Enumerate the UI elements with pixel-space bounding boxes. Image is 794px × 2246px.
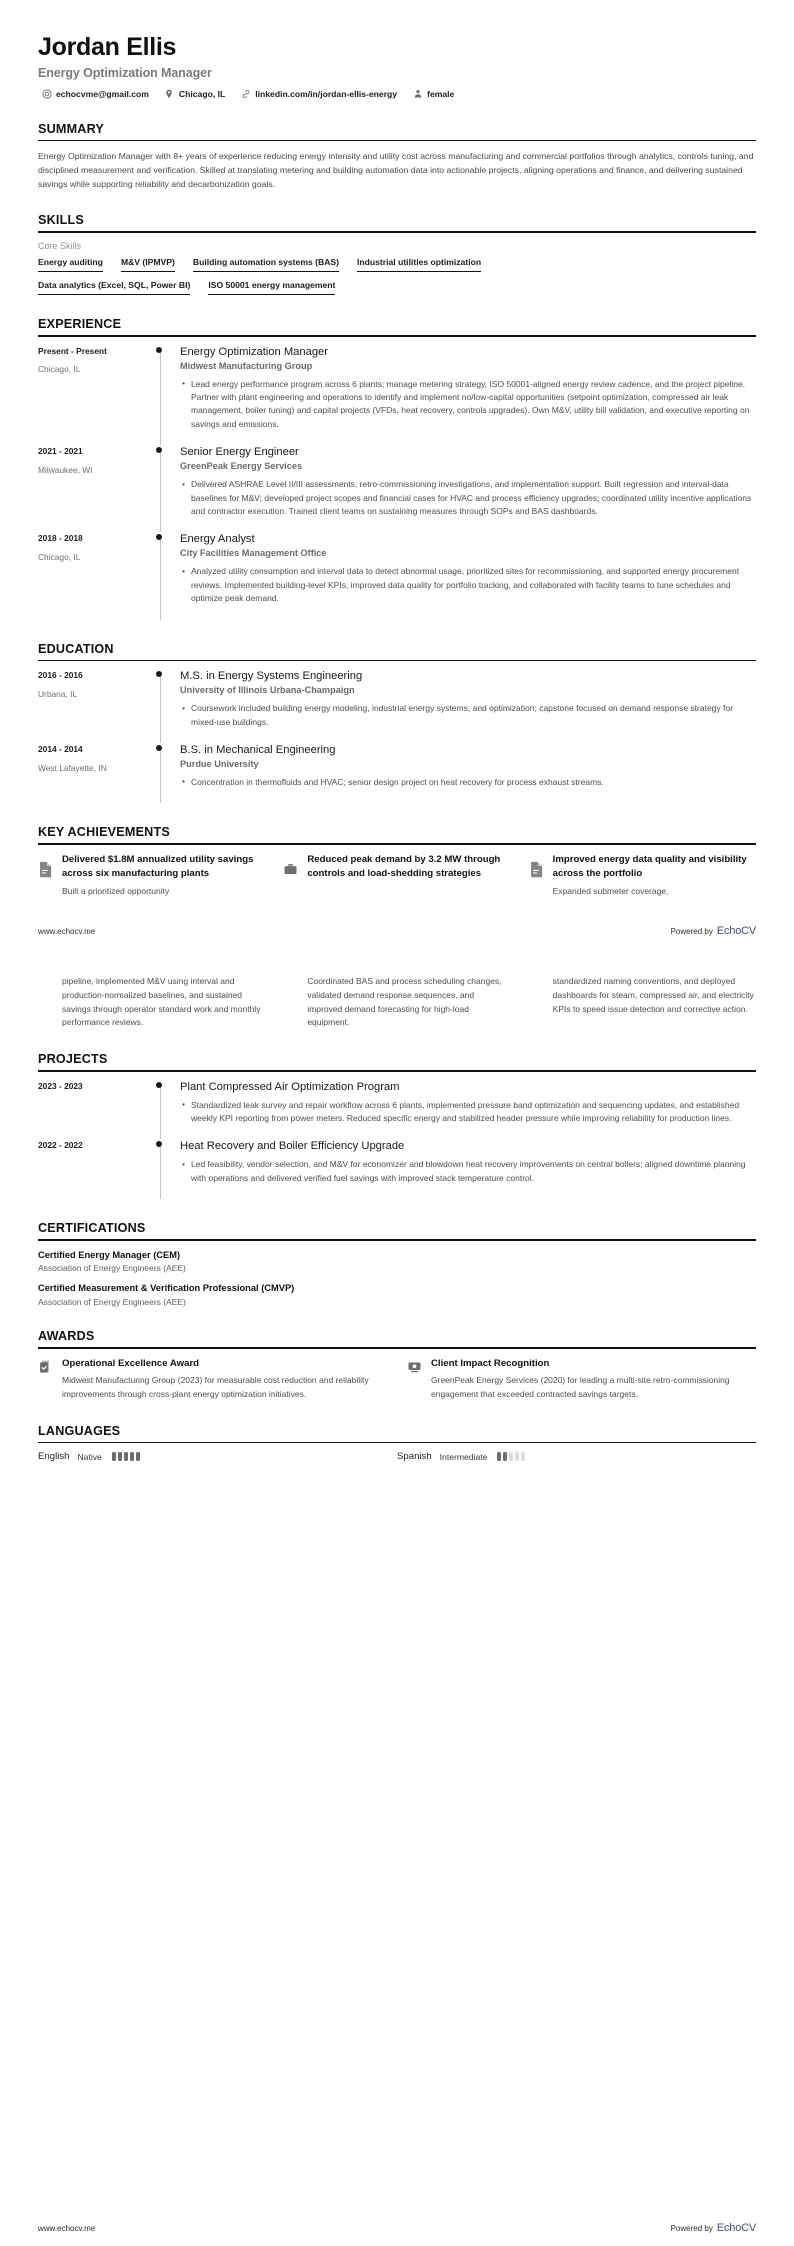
- entry-location: West Lafayette, IN: [38, 762, 107, 773]
- entry-meta: [38, 743, 156, 775]
- achievement-title: Reduced peak demand by 3.2 MW through controls and load-shedding strategies: [307, 854, 501, 879]
- entry-content: [178, 532, 756, 619]
- entry-bullets: [180, 378, 756, 432]
- section-divider: [38, 140, 756, 142]
- document-file-icon: [529, 861, 544, 878]
- section-summary: [38, 122, 756, 192]
- award-content: [431, 1357, 756, 1402]
- language-proficiency-bars: [497, 1452, 525, 1461]
- achievement-content: [62, 975, 265, 1030]
- certification-item: [38, 1249, 756, 1274]
- timeline-line: [160, 449, 161, 532]
- link-icon: [240, 89, 251, 100]
- timeline-dot: [156, 671, 162, 677]
- skill-chip: ISO 50001 energy management: [208, 280, 335, 295]
- footer-powered-by: [671, 925, 756, 937]
- entry-bullets: [180, 776, 756, 789]
- achievement-item-continued: [38, 975, 265, 1030]
- achievement-content: [307, 853, 510, 885]
- experience-entry: [38, 445, 756, 532]
- section-divider: [38, 843, 756, 845]
- entry-bullets: [180, 478, 756, 518]
- entry-title: Plant Compressed Air Optimization Program: [180, 1080, 400, 1093]
- skill-row: [38, 257, 756, 272]
- section-certifications: [38, 1221, 756, 1307]
- entry-meta: [38, 669, 156, 701]
- summary-text: Energy Optimization Manager with 8+ years of experience reducing energy intensity and utility cost across manufacturing and commercial portfolios through analytics, controls tuning, and disciplined measurement and verification. Skilled at translating metering and building automation data into actionable projects, aligning operations and finance, and delivering sustained savings while supporting reliability and decarbonization goals.: [38, 151, 754, 190]
- entry-meta: [38, 345, 156, 377]
- achievement-item-continued: [529, 975, 756, 1030]
- achievement-item: [283, 853, 510, 899]
- awards-grid: [38, 1357, 756, 1402]
- bullet-item: • Lead energy performance program across 6 plants; manage metering strategy, ISO 50001-aligned energy review cadence, and the project pipeline. Partner with plant engineering and operations to identify and implement no/low-capital opportunities (setpoint optimization, compressed air leak management, boiler tuning) and capital projects (VFDs, heat recovery, controls upgrades). Own M&V, utility bill validation, and executive reporting on savings and emissions.: [180, 378, 756, 432]
- achievement-desc-part1: Expanded submeter coverage,: [552, 886, 669, 897]
- entry-content: [178, 345, 756, 446]
- contact-gender-text: female: [427, 89, 455, 99]
- bullet-item: • Delivered ASHRAE Level II/III assessments, retro-commissioning investigations, and implementation support. Built regression and interval-data baselines for M&V; developed project scopes and financial cases for HVAC and process efficiency upgrades; coordinated utility incentive applications and contractor execution. Trained client teams on sustaining measures through SOPs and BAS dashboards.: [180, 478, 756, 518]
- entry-meta: [38, 1139, 156, 1152]
- resume-header: [38, 0, 756, 100]
- entry-bullets: [180, 702, 756, 729]
- entry-location: Urbana, IL: [38, 689, 78, 699]
- entry-title: Energy Optimization Manager: [180, 345, 328, 358]
- proficiency-bar: [118, 1452, 122, 1461]
- entry-meta: [38, 532, 156, 564]
- project-entry: [38, 1139, 756, 1199]
- timeline-dot: [156, 347, 162, 353]
- language-item: [38, 1451, 397, 1462]
- languages-list: [38, 1451, 756, 1462]
- award-item: [407, 1357, 756, 1402]
- entry-organization: University of Illinois Urbana-Champaign: [180, 685, 355, 696]
- skill-chip: Data analytics (Excel, SQL, Power BI): [38, 280, 190, 295]
- bullet-item: • Analyzed utility consumption and interval data to detect abnormal usage, prioritized sites for recommissioning, and supported energy procurement reviews. Implemented building-level KPIs, improved data quality for portfolio tracking, and collaborated with facility teams to tune schedules and optimize peak demand.: [180, 565, 756, 605]
- contact-gender: [412, 89, 454, 100]
- timeline-rail: [156, 532, 178, 619]
- language-name: Spanish: [397, 1451, 432, 1463]
- awards-heading: AWARDS: [38, 1329, 95, 1344]
- timeline-rail: [156, 669, 178, 743]
- skill-row: [38, 280, 756, 295]
- proficiency-bar: [136, 1452, 140, 1461]
- entry-bullets: [180, 1099, 756, 1126]
- entry-organization: Purdue University: [180, 759, 259, 770]
- section-experience: [38, 317, 756, 620]
- achievements-heading: KEY ACHIEVEMENTS: [38, 825, 170, 840]
- entry-date: 2021 - 2021: [38, 446, 83, 457]
- section-divider: [38, 1239, 756, 1241]
- section-awards: [38, 1329, 756, 1402]
- footer-powered-label: Powered by: [670, 2224, 713, 2233]
- skill-chip: Energy auditing: [38, 257, 103, 272]
- entry-title: Energy Analyst: [180, 533, 255, 546]
- resume-page: [0, 0, 794, 899]
- section-languages: [38, 1424, 756, 1463]
- skills-list: [38, 257, 756, 295]
- contact-linkedin[interactable]: [240, 89, 397, 100]
- entry-content: [178, 445, 756, 532]
- entry-date: 2016 - 2016: [38, 670, 83, 681]
- skill-chip: M&V (IPMVP): [121, 257, 175, 272]
- footer-website[interactable]: www.echocv.me: [38, 2224, 96, 2233]
- award-content: [62, 1357, 387, 1402]
- achievement-content: [62, 853, 265, 899]
- skills-category-label: Core Skills: [38, 240, 82, 251]
- document-file-icon: [38, 861, 53, 878]
- entry-organization: GreenPeak Energy Services: [180, 461, 303, 472]
- language-name: English: [38, 1451, 70, 1463]
- contact-location[interactable]: [164, 89, 225, 100]
- experience-entry: [38, 532, 756, 619]
- timeline-rail: [156, 1139, 178, 1199]
- language-item: [397, 1451, 756, 1462]
- contact-email[interactable]: [41, 89, 149, 100]
- section-projects: [38, 1052, 756, 1199]
- bullet-item: • Concentration in thermofluids and HVAC; senior design project on heat recovery for process exhaust streams.: [180, 776, 756, 789]
- entry-meta: [38, 1080, 156, 1093]
- contact-email-text: echocvme@gmail.com: [56, 89, 149, 99]
- entry-content: [178, 1139, 756, 1199]
- proficiency-bar: [509, 1452, 513, 1461]
- timeline-line: [160, 1084, 161, 1140]
- briefcase-icon: [283, 861, 298, 878]
- timeline-dot: [156, 1082, 162, 1088]
- section-divider: [38, 1347, 756, 1349]
- entry-date: 2023 - 2023: [38, 1080, 83, 1091]
- section-divider: [38, 231, 756, 233]
- experience-heading: EXPERIENCE: [38, 316, 122, 331]
- award-badge-icon: [38, 1359, 53, 1376]
- proficiency-bar: [124, 1452, 128, 1461]
- timeline-rail: [156, 345, 178, 446]
- section-education: [38, 642, 756, 804]
- projects-heading: PROJECTS: [38, 1052, 108, 1067]
- proficiency-bar: [521, 1452, 525, 1461]
- language-proficiency-bars: [112, 1452, 140, 1461]
- proficiency-bar: [503, 1452, 507, 1461]
- section-key-achievements: [38, 825, 756, 899]
- timeline-line: [160, 536, 161, 619]
- achievements-continued-grid: [38, 975, 756, 1030]
- entry-date: 2018 - 2018: [38, 533, 83, 544]
- entry-title: M.S. in Energy Systems Engineering: [180, 670, 363, 683]
- achievement-content: [307, 975, 510, 1030]
- footer-powered-label: Powered by: [670, 926, 713, 936]
- timeline-line: [160, 747, 161, 803]
- page-footer: [0, 925, 794, 937]
- entry-title: B.S. in Mechanical Engineering: [180, 744, 336, 757]
- timeline-dot: [156, 745, 162, 751]
- timeline-line: [160, 349, 161, 446]
- summary-heading: SUMMARY: [38, 121, 104, 136]
- entry-location: Chicago, IL: [38, 552, 81, 563]
- candidate-name: Jordan Ellis: [38, 33, 177, 61]
- entry-bullets: [180, 1158, 756, 1185]
- languages-heading: LANGUAGES: [38, 1423, 121, 1438]
- entry-title: Heat Recovery and Boiler Efficiency Upgrade: [180, 1140, 405, 1153]
- education-heading: EDUCATION: [38, 641, 114, 656]
- entry-location: Milwaukee, WI: [38, 464, 93, 475]
- achievement-item: [38, 853, 265, 899]
- achievements-grid: [38, 853, 756, 899]
- timeline-dot: [156, 534, 162, 540]
- timeline-rail: [156, 743, 178, 803]
- achievement-content: [553, 975, 756, 1016]
- skill-chip: Industrial utilities optimization: [357, 257, 481, 272]
- entry-title: Senior Energy Engineer: [180, 446, 299, 459]
- achievement-desc-part2: standardized naming conventions, and deployed dashboards for steam, compressed air, and electricity KPIs to speed issue detection and corrective action.: [552, 975, 754, 1014]
- certifications-heading: CERTIFICATIONS: [38, 1221, 146, 1236]
- monitor-award-icon: [407, 1359, 422, 1376]
- bullet-item: • Led feasibility, vendor selection, and M&V for economizer and blowdown heat recovery improvements on central boilers; aligned downtime planning with operations and delivered verified fuel savings with improved stack temperature control.: [180, 1158, 756, 1185]
- entry-meta: [38, 445, 156, 477]
- location-pin-icon: [164, 89, 175, 100]
- language-level: Native: [77, 1451, 102, 1462]
- section-divider: [38, 335, 756, 337]
- footer-powered-by: [671, 2222, 756, 2234]
- award-item: [38, 1357, 387, 1402]
- email-icon: [41, 89, 52, 100]
- entry-date: 2014 - 2014: [38, 744, 83, 755]
- achievement-item-continued: [283, 975, 510, 1030]
- bullet-item: • Standardized leak survey and repair workflow across 6 plants, implemented pressure band optimization and sequencing updates, and established weekly KPI reporting from power meters. Reduced specific energy and stabilized header pressure while improving reliability for production lines.: [180, 1099, 756, 1126]
- award-description: Midwest Manufacturing Group (2023) for measurable cost reduction and reliability improvements through cross-plant energy optimization initiatives.: [62, 1375, 369, 1399]
- proficiency-bar: [130, 1452, 134, 1461]
- project-entry: [38, 1080, 756, 1140]
- certification-issuer: Association of Energy Engineers (AEE): [38, 1263, 186, 1274]
- timeline-dot: [156, 447, 162, 453]
- award-description: GreenPeak Energy Services (2020) for leading a multi-site retro-commissioning engagement that exceeded contracted savings targets.: [431, 1375, 730, 1399]
- contact-linkedin-text: linkedin.com/in/jordan-ellis-energy: [255, 89, 398, 99]
- certification-name: Certified Energy Manager (CEM): [38, 1249, 181, 1260]
- achievement-desc-part2: pipeline, implemented M&V using interval and production-normalized baselines, and sustained savings through operator standard work and monthly performance reviews.: [62, 975, 261, 1028]
- achievement-content: [553, 853, 756, 899]
- entry-date: 2022 - 2022: [38, 1140, 83, 1151]
- proficiency-bar: [497, 1452, 501, 1461]
- timeline-dot: [156, 1141, 162, 1147]
- certification-name: Certified Measurement & Verification Professional (CMVP): [38, 1283, 295, 1294]
- achievement-desc-part2: Coordinated BAS and process scheduling changes, validated demand response sequences, and improved demand forecasting for high-load equipment.: [307, 975, 502, 1028]
- timeline-rail: [156, 1080, 178, 1140]
- award-title: Client Impact Recognition: [431, 1357, 550, 1369]
- achievement-title: Improved energy data quality and visibility across the portfolio: [552, 854, 747, 879]
- entry-content: [178, 1080, 756, 1140]
- footer-brand: EchoCV: [716, 2222, 756, 2234]
- contact-list: [38, 89, 756, 100]
- section-divider: [38, 660, 756, 662]
- footer-brand: EchoCV: [716, 924, 756, 937]
- award-title: Operational Excellence Award: [62, 1357, 200, 1369]
- candidate-role: Energy Optimization Manager: [38, 65, 212, 80]
- certification-issuer: Association of Energy Engineers (AEE): [38, 1297, 186, 1308]
- section-skills: [38, 213, 756, 295]
- proficiency-bar: [112, 1452, 116, 1461]
- section-divider: [38, 1070, 756, 1072]
- resume-page-2: [0, 975, 794, 1462]
- achievement-title: Delivered $1.8M annualized utility savings across six manufacturing plants: [62, 854, 254, 879]
- timeline-line: [160, 1143, 161, 1199]
- skills-heading: SKILLS: [38, 213, 84, 228]
- page-footer-bottom: [0, 2222, 794, 2234]
- experience-entry: [38, 345, 756, 446]
- achievement-desc-part1: Built a prioritized opportunity: [62, 886, 170, 897]
- timeline-line: [160, 673, 161, 743]
- entry-content: [178, 669, 756, 743]
- entry-organization: Midwest Manufacturing Group: [180, 360, 313, 371]
- entry-bullets: [180, 565, 756, 605]
- proficiency-bar: [515, 1452, 519, 1461]
- timeline-rail: [156, 445, 178, 532]
- entry-content: [178, 743, 756, 803]
- education-entry: [38, 669, 756, 743]
- section-divider: [38, 1442, 756, 1444]
- skill-chip: Building automation systems (BAS): [193, 257, 339, 272]
- entry-date: Present - Present: [38, 345, 107, 356]
- entry-location: Chicago, IL: [38, 364, 81, 375]
- contact-location-text: Chicago, IL: [178, 89, 226, 99]
- footer-website[interactable]: www.echocv.me: [38, 926, 96, 936]
- education-entry: [38, 743, 756, 803]
- entry-organization: City Facilities Management Office: [180, 548, 327, 559]
- language-level: Intermediate: [439, 1451, 488, 1462]
- bullet-item: • Coursework included building energy modeling, industrial energy systems, and optimization; capstone focused on demand response strategy for mixed-use buildings.: [180, 702, 756, 729]
- person-icon: [412, 89, 423, 100]
- certification-item: [38, 1282, 756, 1307]
- achievement-item: [529, 853, 756, 899]
